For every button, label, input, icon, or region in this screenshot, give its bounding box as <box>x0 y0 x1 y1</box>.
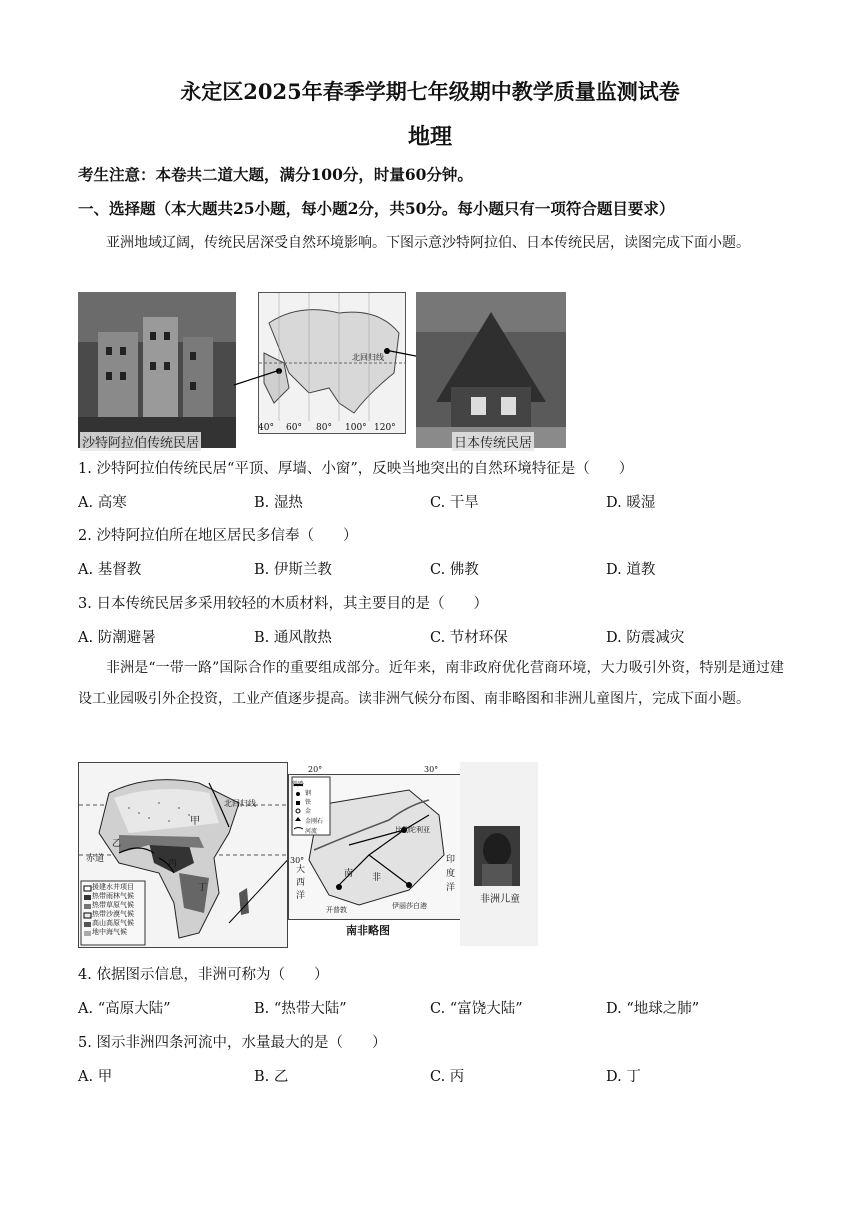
atlantic-label-2: 西 <box>296 878 306 888</box>
atlantic-label-3: 洋 <box>296 891 306 901</box>
sa-lon-30: 30° <box>424 765 439 774</box>
atlantic-label-1: 大 <box>296 865 306 875</box>
question-2-stem: 2. 沙特阿拉伯所在地区居民多信奉（ ） <box>78 528 358 544</box>
pointer-lines <box>230 340 430 390</box>
q4-option-b[interactable]: B. “热带大陆” <box>254 1001 347 1017</box>
legend-savanna: 热带草原气候 <box>92 901 134 909</box>
passage-1: 亚洲地域辽阔，传统民居深受自然环境影响。下图示意沙特阿拉伯、日本传统民居，读图完成下面小题。 <box>106 235 750 251</box>
q5-option-d[interactable]: D. 丁 <box>606 1069 641 1085</box>
sa-legend-railway: 铁路 <box>292 781 305 788</box>
q3-option-a[interactable]: A. 防潮避暑 <box>78 630 156 646</box>
q2-option-d[interactable]: D. 道教 <box>606 562 656 578</box>
river-yi-label: 乙 <box>112 839 122 849</box>
south-africa-label-1: 南 <box>344 869 354 879</box>
passage-2: 非洲是“一带一路”国际合作的重要组成部分。近年来，南非政府优化营商环境，大力吸引外资，特别是通过建设工业园吸引外企投资，工业产值逐步提高。读非洲气候分布图、南非略图和非洲儿童图片，完成下面小题。 <box>78 660 784 707</box>
south-africa-label-2: 非 <box>372 873 382 883</box>
q2-option-a[interactable]: A. 基督教 <box>78 562 142 578</box>
sa-lat-30: 30° <box>290 856 305 865</box>
sa-legend-iron: 铁 <box>305 799 312 806</box>
exam-notice: 考生注意：本卷共二道大题，满分100分，时量60分钟。 <box>78 165 473 184</box>
cape-town-label: 开普敦 <box>326 906 347 914</box>
saudi-caption: 沙特阿拉伯传统民居 <box>80 432 201 451</box>
legend-highland: 高山高原气候 <box>92 919 134 927</box>
legend-desert: 热带沙漠气候 <box>92 910 134 918</box>
sa-legend-diamond: 金刚石 <box>305 818 324 825</box>
q1-option-a[interactable]: A. 高寒 <box>78 495 127 511</box>
legend-rainforest: 热带雨林气候 <box>92 892 134 900</box>
q3-option-b[interactable]: B. 通风散热 <box>254 630 332 646</box>
pretoria-label: 比勒陀利亚 <box>395 826 430 834</box>
question-1-stem: 1. 沙特阿拉伯传统民居“平顶、厚墙、小窗”，反映当地突出的自然环境特征是（ ） <box>78 461 634 477</box>
map-tropic-label: 北回归线 <box>352 353 384 362</box>
japan-house-photo <box>416 292 566 448</box>
sa-legend-river: 河流 <box>305 828 318 835</box>
map-lon-60: 60° <box>286 423 302 433</box>
q1-option-d[interactable]: D. 暖湿 <box>606 495 656 511</box>
q4-option-d[interactable]: D. “地球之肺” <box>606 1001 700 1017</box>
river-jia-label: 甲 <box>190 816 200 827</box>
q2-option-b[interactable]: B. 伊斯兰教 <box>254 562 332 578</box>
legend-well: 援建水井项目 <box>92 883 134 891</box>
river-bing-label: 丙 <box>168 859 178 869</box>
saudi-house-photo <box>78 292 236 448</box>
exam-title: 永定区2025年春季学期七年级期中教学质量监测试卷 <box>180 79 680 104</box>
question-3-stem: 3. 日本传统民居多采用较轻的木质材料，其主要目的是（ ） <box>78 596 488 612</box>
q4-option-c[interactable]: C. “富饶大陆” <box>430 1001 523 1017</box>
africa-tropic-label: 北回归线 <box>224 799 256 808</box>
question-4-stem: 4. 依据图示信息，非洲可称为（ ） <box>78 967 329 983</box>
subject-title: 地理 <box>407 124 452 150</box>
indian-ocean-label-2: 度 <box>446 869 456 879</box>
map-lon-100: 100° <box>345 423 367 433</box>
q5-option-c[interactable]: C. 丙 <box>430 1069 465 1085</box>
japan-caption: 日本传统民居 <box>452 432 534 451</box>
q4-option-a[interactable]: A. “高原大陆” <box>78 1001 171 1017</box>
sa-map-title: 南非略图 <box>346 924 390 937</box>
indian-ocean-label-1: 印 <box>446 855 456 865</box>
map-lon-120: 120° <box>374 423 396 433</box>
river-ding-label: 丁 <box>198 883 208 893</box>
q1-option-b[interactable]: B. 湿热 <box>254 495 303 511</box>
south-africa-map <box>288 774 462 920</box>
child-caption: 非洲儿童 <box>480 894 520 905</box>
sa-lon-20: 20° <box>308 765 323 774</box>
legend-mediterranean: 地中海气候 <box>92 928 127 936</box>
sa-legend-steel: 钢 <box>305 790 312 797</box>
port-elizabeth-label: 伊丽莎白港 <box>392 902 427 910</box>
africa-equator-label: 赤道 <box>86 854 105 864</box>
q5-option-b[interactable]: B. 乙 <box>254 1069 289 1085</box>
indian-ocean-label-3: 洋 <box>446 883 456 893</box>
q1-option-c[interactable]: C. 干旱 <box>430 495 479 511</box>
section-heading: 一、选择题（本大题共25小题，每小题2分，共50分。每小题只有一项符合题目要求） <box>78 199 675 218</box>
q3-option-d[interactable]: D. 防震减灾 <box>606 630 685 646</box>
q5-option-a[interactable]: A. 甲 <box>78 1069 113 1085</box>
q3-option-c[interactable]: C. 节材环保 <box>430 630 508 646</box>
map-lon-40: 40° <box>258 423 274 433</box>
sa-legend-gold: 金 <box>305 808 312 815</box>
q2-option-c[interactable]: C. 佛教 <box>430 562 479 578</box>
african-child-panel <box>460 762 538 946</box>
map-lon-80: 80° <box>316 423 332 433</box>
question-5-stem: 5. 图示非洲四条河流中，水量最大的是（ ） <box>78 1035 387 1051</box>
